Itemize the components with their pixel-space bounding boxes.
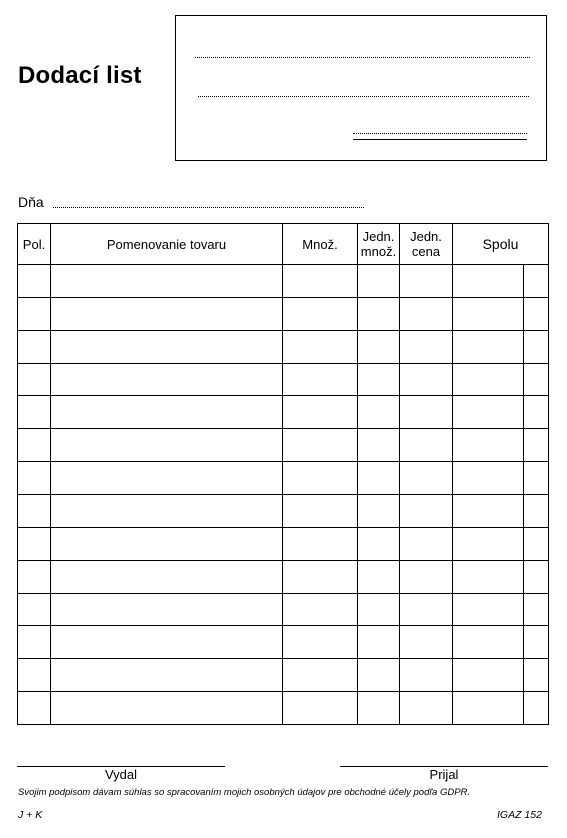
cell-unit[interactable]: [358, 429, 400, 462]
header-unit: [358, 224, 400, 265]
cell-unit[interactable]: [358, 330, 400, 363]
cell-quantity[interactable]: [283, 593, 358, 626]
cell-quantity[interactable]: [283, 527, 358, 560]
cell-quantity[interactable]: [283, 495, 358, 528]
header-price-line1: Jedn.: [410, 229, 442, 244]
cell-unit-price[interactable]: [400, 363, 453, 396]
cell-item-name[interactable]: [51, 265, 283, 298]
gdpr-consent-text: Svojim podpisom dávam súhlas so spracovaním mojich osobných údajov pre obchodné účely podľa GDPR.: [18, 787, 471, 798]
cell-quantity[interactable]: [283, 363, 358, 396]
cell-position[interactable]: [18, 363, 51, 396]
address-line-1[interactable]: [195, 57, 530, 58]
cell-total[interactable]: [453, 527, 524, 560]
cell-unit-price[interactable]: [400, 692, 453, 725]
cell-unit-price[interactable]: [400, 462, 453, 495]
cell-unit[interactable]: [358, 363, 400, 396]
cell-unit[interactable]: [358, 659, 400, 692]
cell-total[interactable]: [453, 297, 524, 330]
cell-total[interactable]: [453, 265, 524, 298]
cell-quantity[interactable]: [283, 560, 358, 593]
table-row: [18, 462, 549, 495]
cell-position[interactable]: [18, 265, 51, 298]
table-row: [18, 396, 549, 429]
table-row: [18, 297, 549, 330]
address-underline: [353, 139, 527, 140]
header-position: Pol.: [18, 224, 51, 265]
date-label: Dňa: [18, 194, 44, 210]
cell-position[interactable]: [18, 659, 51, 692]
cell-total-cents[interactable]: [524, 429, 549, 462]
table-row: [18, 692, 549, 725]
cell-unit[interactable]: [358, 297, 400, 330]
cell-total-cents[interactable]: [524, 626, 549, 659]
cell-unit-price[interactable]: [400, 265, 453, 298]
cell-unit[interactable]: [358, 265, 400, 298]
cell-position[interactable]: [18, 626, 51, 659]
header-item-name: Pomenovanie tovaru: [51, 224, 283, 265]
cell-item-name[interactable]: [51, 560, 283, 593]
cell-unit[interactable]: [358, 527, 400, 560]
cell-unit-price[interactable]: [400, 330, 453, 363]
cell-unit-price[interactable]: [400, 297, 453, 330]
cell-item-name[interactable]: [51, 429, 283, 462]
cell-position[interactable]: [18, 593, 51, 626]
cell-total[interactable]: [453, 560, 524, 593]
cell-total[interactable]: [453, 692, 524, 725]
issued-by-label: Vydal: [104, 767, 138, 782]
cell-item-name[interactable]: [51, 692, 283, 725]
cell-position[interactable]: [18, 495, 51, 528]
cell-unit-price[interactable]: [400, 593, 453, 626]
table-row: [18, 265, 549, 298]
form-code: IGAZ 152: [497, 809, 542, 821]
cell-unit-price[interactable]: [400, 527, 453, 560]
cell-total[interactable]: [453, 495, 524, 528]
address-line-2[interactable]: [198, 96, 529, 97]
cell-position[interactable]: [18, 692, 51, 725]
cell-item-name[interactable]: [51, 297, 283, 330]
received-by-label: Prijal: [429, 767, 459, 782]
table-row: [18, 560, 549, 593]
cell-unit-price[interactable]: [400, 626, 453, 659]
header-unit-price: [400, 224, 453, 265]
header-quantity: Množ.: [283, 224, 358, 265]
cell-quantity[interactable]: [283, 692, 358, 725]
cell-total[interactable]: [453, 429, 524, 462]
cell-total-cents[interactable]: [524, 560, 549, 593]
cell-total-cents[interactable]: [524, 330, 549, 363]
cell-position[interactable]: [18, 297, 51, 330]
cell-unit[interactable]: [358, 462, 400, 495]
publisher-mark: J + K: [18, 809, 43, 821]
cell-item-name[interactable]: [51, 593, 283, 626]
cell-position[interactable]: [18, 462, 51, 495]
address-line-3[interactable]: [353, 133, 527, 134]
cell-item-name[interactable]: [51, 363, 283, 396]
table-row: [18, 495, 549, 528]
cell-total-cents[interactable]: [524, 692, 549, 725]
cell-item-name[interactable]: [51, 527, 283, 560]
cell-unit[interactable]: [358, 495, 400, 528]
cell-position[interactable]: [18, 396, 51, 429]
cell-item-name[interactable]: [51, 495, 283, 528]
cell-item-name[interactable]: [51, 626, 283, 659]
cell-total-cents[interactable]: [524, 527, 549, 560]
table-row: [18, 429, 549, 462]
table-row: [18, 330, 549, 363]
header-total: Spolu: [453, 224, 549, 265]
header-unit-line2: množ.: [360, 244, 397, 259]
cell-position[interactable]: [18, 527, 51, 560]
cell-total-cents[interactable]: [524, 659, 549, 692]
cell-total-cents[interactable]: [524, 593, 549, 626]
cell-quantity[interactable]: [283, 429, 358, 462]
cell-quantity[interactable]: [283, 265, 358, 298]
cell-item-name[interactable]: [51, 462, 283, 495]
cell-unit[interactable]: [358, 560, 400, 593]
cell-total-cents[interactable]: [524, 265, 549, 298]
cell-unit-price[interactable]: [400, 560, 453, 593]
cell-quantity[interactable]: [283, 659, 358, 692]
cell-unit-price[interactable]: [400, 495, 453, 528]
table-row: [18, 659, 549, 692]
cell-item-name[interactable]: [51, 330, 283, 363]
cell-unit[interactable]: [358, 593, 400, 626]
cell-quantity[interactable]: [283, 626, 358, 659]
table-row: [18, 626, 549, 659]
cell-unit[interactable]: [358, 396, 400, 429]
cell-total[interactable]: [453, 593, 524, 626]
cell-total[interactable]: [453, 659, 524, 692]
cell-total[interactable]: [453, 626, 524, 659]
cell-item-name[interactable]: [51, 396, 283, 429]
cell-total[interactable]: [453, 396, 524, 429]
table-header-row: [18, 224, 549, 265]
table-row: [18, 527, 549, 560]
cell-unit-price[interactable]: [400, 396, 453, 429]
cell-position[interactable]: [18, 330, 51, 363]
items-table: [17, 223, 549, 725]
cell-quantity[interactable]: [283, 396, 358, 429]
cell-total-cents[interactable]: [524, 297, 549, 330]
cell-total-cents[interactable]: [524, 462, 549, 495]
cell-item-name[interactable]: [51, 659, 283, 692]
document-title: Dodací list: [18, 62, 142, 89]
cell-total[interactable]: [453, 363, 524, 396]
cell-position[interactable]: [18, 560, 51, 593]
header-unit-line1: Jedn.: [362, 229, 395, 244]
header-price-line2: cena: [411, 244, 441, 259]
cell-total[interactable]: [453, 330, 524, 363]
cell-position[interactable]: [18, 429, 51, 462]
date-field[interactable]: [53, 207, 364, 208]
cell-quantity[interactable]: [283, 330, 358, 363]
cell-unit[interactable]: [358, 626, 400, 659]
cell-quantity[interactable]: [283, 462, 358, 495]
table-row: [18, 363, 549, 396]
cell-total[interactable]: [453, 462, 524, 495]
cell-unit-price[interactable]: [400, 659, 453, 692]
cell-total-cents[interactable]: [524, 495, 549, 528]
table-row: [18, 593, 549, 626]
cell-quantity[interactable]: [283, 297, 358, 330]
cell-total-cents[interactable]: [524, 363, 549, 396]
cell-total-cents[interactable]: [524, 396, 549, 429]
cell-unit[interactable]: [358, 692, 400, 725]
cell-unit-price[interactable]: [400, 429, 453, 462]
